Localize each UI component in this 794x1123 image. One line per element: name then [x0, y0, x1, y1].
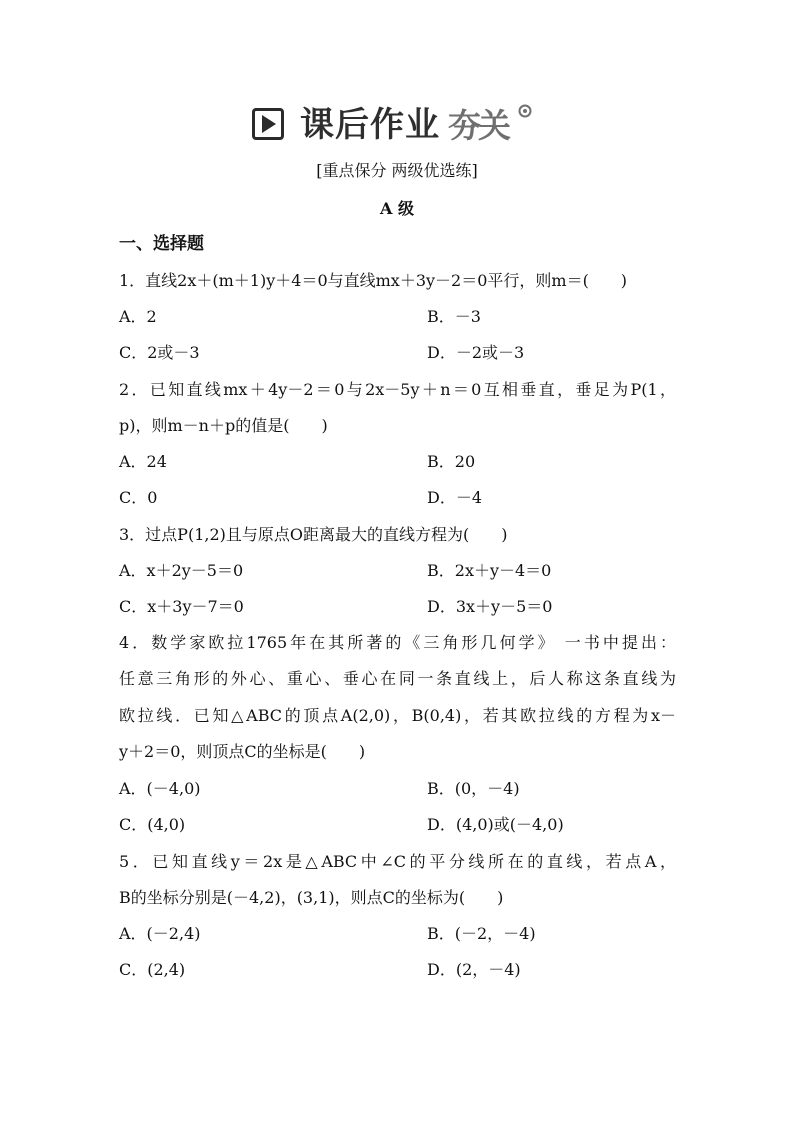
question-4-option-d: D．(4,0)或(－4,0)	[427, 815, 564, 834]
banner-title: 课后作业	[300, 105, 440, 145]
question-2-option-d: D．－4	[427, 488, 483, 507]
question-5-text-line-2: B的坐标分别是(－4,2)，(3,1)，则点C的坐标为( )	[119, 888, 504, 907]
play-icon	[252, 108, 284, 140]
logo-mark: 夯关	[448, 106, 508, 145]
question-2-option-c: C．0	[119, 488, 158, 507]
question-3-option-d: D．3x＋y－5＝0	[427, 597, 553, 616]
question-1-text: 1．直线2x＋(m＋1)y＋4＝0与直线mx＋3y－2＝0平行，则m＝( )	[119, 271, 628, 290]
question-1-option-c: C．2或－3	[119, 343, 200, 362]
question-3-option-a: A．x＋2y－5＝0	[119, 561, 244, 580]
section-heading: 一、选择题	[119, 234, 204, 254]
question-5-option-d: D．(2，－4)	[427, 960, 521, 979]
question-3-option-b: B．2x＋y－4＝0	[427, 561, 552, 580]
homework-banner	[252, 104, 552, 150]
question-2-text-line-1: 2．已知直线mx＋4y－2＝0与2x－5y＋n＝0互相垂直，垂足为P(1，	[119, 380, 676, 399]
question-2-text-line-2: p)，则m－n＋p的值是( )	[119, 416, 328, 435]
question-3-option-c: C．x＋3y－7＝0	[119, 597, 244, 616]
question-4-option-a: A．(－4,0)	[119, 779, 201, 798]
question-4-text-line-2: 任意三角形的外心、重心、垂心在同一条直线上，后人称这条直线为	[119, 669, 676, 688]
question-3-text: 3．过点P(1,2)且与原点O距离最大的直线方程为( )	[119, 525, 508, 544]
question-4-option-c: C．(4,0)	[119, 815, 186, 834]
level-heading: A 级	[380, 199, 414, 218]
question-4-text-line-4: y＋2＝0，则顶点C的坐标是( )	[119, 742, 366, 761]
page-subtitle: [重点保分 两级优选练]	[316, 161, 478, 180]
question-2-option-a: A．24	[119, 452, 167, 471]
question-5-option-c: C．(2,4)	[119, 960, 186, 979]
logo-seal-icon	[518, 104, 532, 118]
question-1-option-a: A．2	[119, 307, 157, 326]
question-5-option-b: B．(－2，－4)	[427, 924, 536, 943]
question-5-text-line-1: 5．已知直线y＝2x是△ABC中∠C的平分线所在的直线，若点A，	[119, 852, 676, 871]
question-2-option-b: B．20	[427, 452, 476, 471]
question-4-text-line-1: 4．数学家欧拉1765年在其所著的《三角形几何学》 一书中提出：	[119, 633, 676, 652]
question-5-option-a: A．(－2,4)	[119, 924, 201, 943]
question-4-option-b: B．(0，－4)	[427, 779, 520, 798]
question-1-option-d: D．－2或－3	[427, 343, 525, 362]
question-1-option-b: B．－3	[427, 307, 481, 326]
question-4-text-line-3: 欧拉线．已知△ABC的顶点A(2,0)，B(0,4)，若其欧拉线的方程为x－	[119, 706, 676, 725]
